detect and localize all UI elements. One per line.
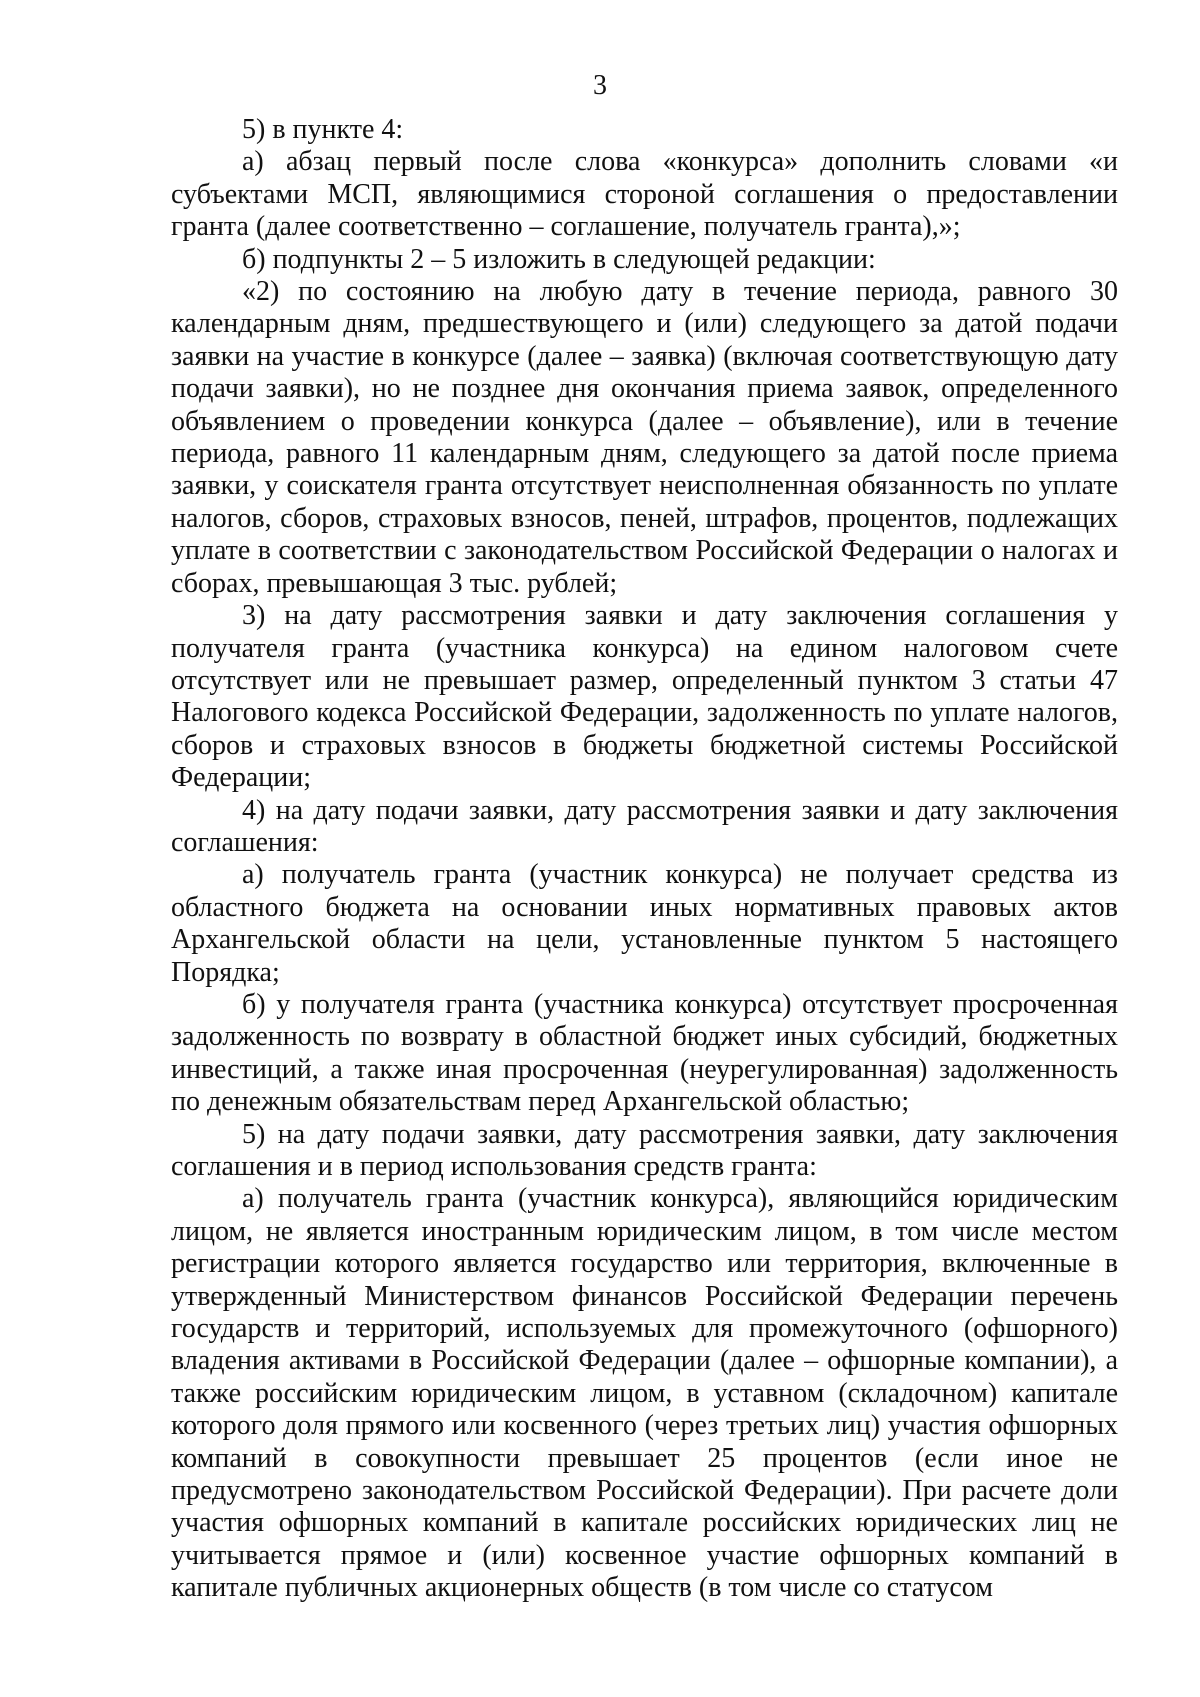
paragraph: 5) в пункте 4: [242,114,404,145]
paragraph: 4) на дату подачи заявки, дату рассмотрения заявки и дату заключения соглашения: [171,794,1118,858]
paragraph: а) получатель гранта (участник конкурса) не получает средства из областного бюджета на основании иных нормативных правовых актов Архангельской области на цели, установленные пунктом 5 настоящего Порядка; [171,859,1118,988]
paragraph: 5) на дату подачи заявки, дату рассмотрения заявки, дату заключения соглашения и в период использования средств гранта: [171,1118,1118,1182]
paragraph: а) получатель гранта (участник конкурса), являющийся юридическим лицом, не является иностранным юридическим лицом, в том числе местом регистрации которого является государство или территория, включенные в утвержденный Министерством финансов Российской Федерации перечень государств и территорий, используемых для промежуточного (офшорного) владения активами в Российской Федерации (далее – офшорные компании), а также российским юридическим лицом, в уставном (складочном) капитале которого доля прямого или косвенного (через третьих лиц) участия офшорных компаний в совокупности превышает 25 процентов (если иное не предусмотрено законодательством Российской Федерации). При расчете доли участия офшорных компаний в капитале российских юридических лиц не учитывается прямое и (или) косвенное участие офшорных компаний в капитале публичных акционерных обществ (в том числе со статусом [171,1183,1118,1604]
paragraph: а) абзац первый после слова «конкурса» дополнить словами «и субъектами МСП, являющимися стороной соглашения о предоставлении гранта (далее соответственно – соглашение, получатель гранта),»; [171,146,1118,243]
document-body [171,114,1118,1605]
paragraph: «2) по состоянию на любую дату в течение периода, равного 30 календарным дням, предшествующего и (или) следующего за датой подачи заявки на участие в конкурсе (далее – заявка) (включая соответствующую дату подачи заявки), но не позднее дня окончания приема заявок, определенного объявлением о проведении конкурса (далее – объявление), или в течение периода, равного 11 календарным дням, следующего за датой после приема заявки, у соискателя гранта отсутствует неисполненная обязанность по уплате налогов, сборов, страховых взносов, пеней, штрафов, процентов, подлежащих уплате в соответствии с законодательством Российской Федерации о налогах и сборах, превышающая 3 тыс. рублей; [171,276,1118,599]
paragraph: б) у получателя гранта (участника конкурса) отсутствует просроченная задолженность по возврату в областной бюджет иных субсидий, бюджетных инвестиций, а также иная просроченная (неурегулированная) задолженность по денежным обязательствам перед Архангельской областью; [171,988,1118,1118]
paragraph: 3) на дату рассмотрения заявки и дату заключения соглашения у получателя гранта (участника конкурса) на едином налоговом счете отсутствует или не превышает размер, определенный пунктом 3 статьи 47 Налогового кодекса Российской Федерации, задолженность по уплате налогов, сборов и страховых взносов в бюджеты бюджетной системы Российской Федерации; [171,600,1118,794]
paragraph: б) подпункты 2 – 5 изложить в следующей редакции: [242,243,876,275]
page-number: 3 [593,70,607,101]
